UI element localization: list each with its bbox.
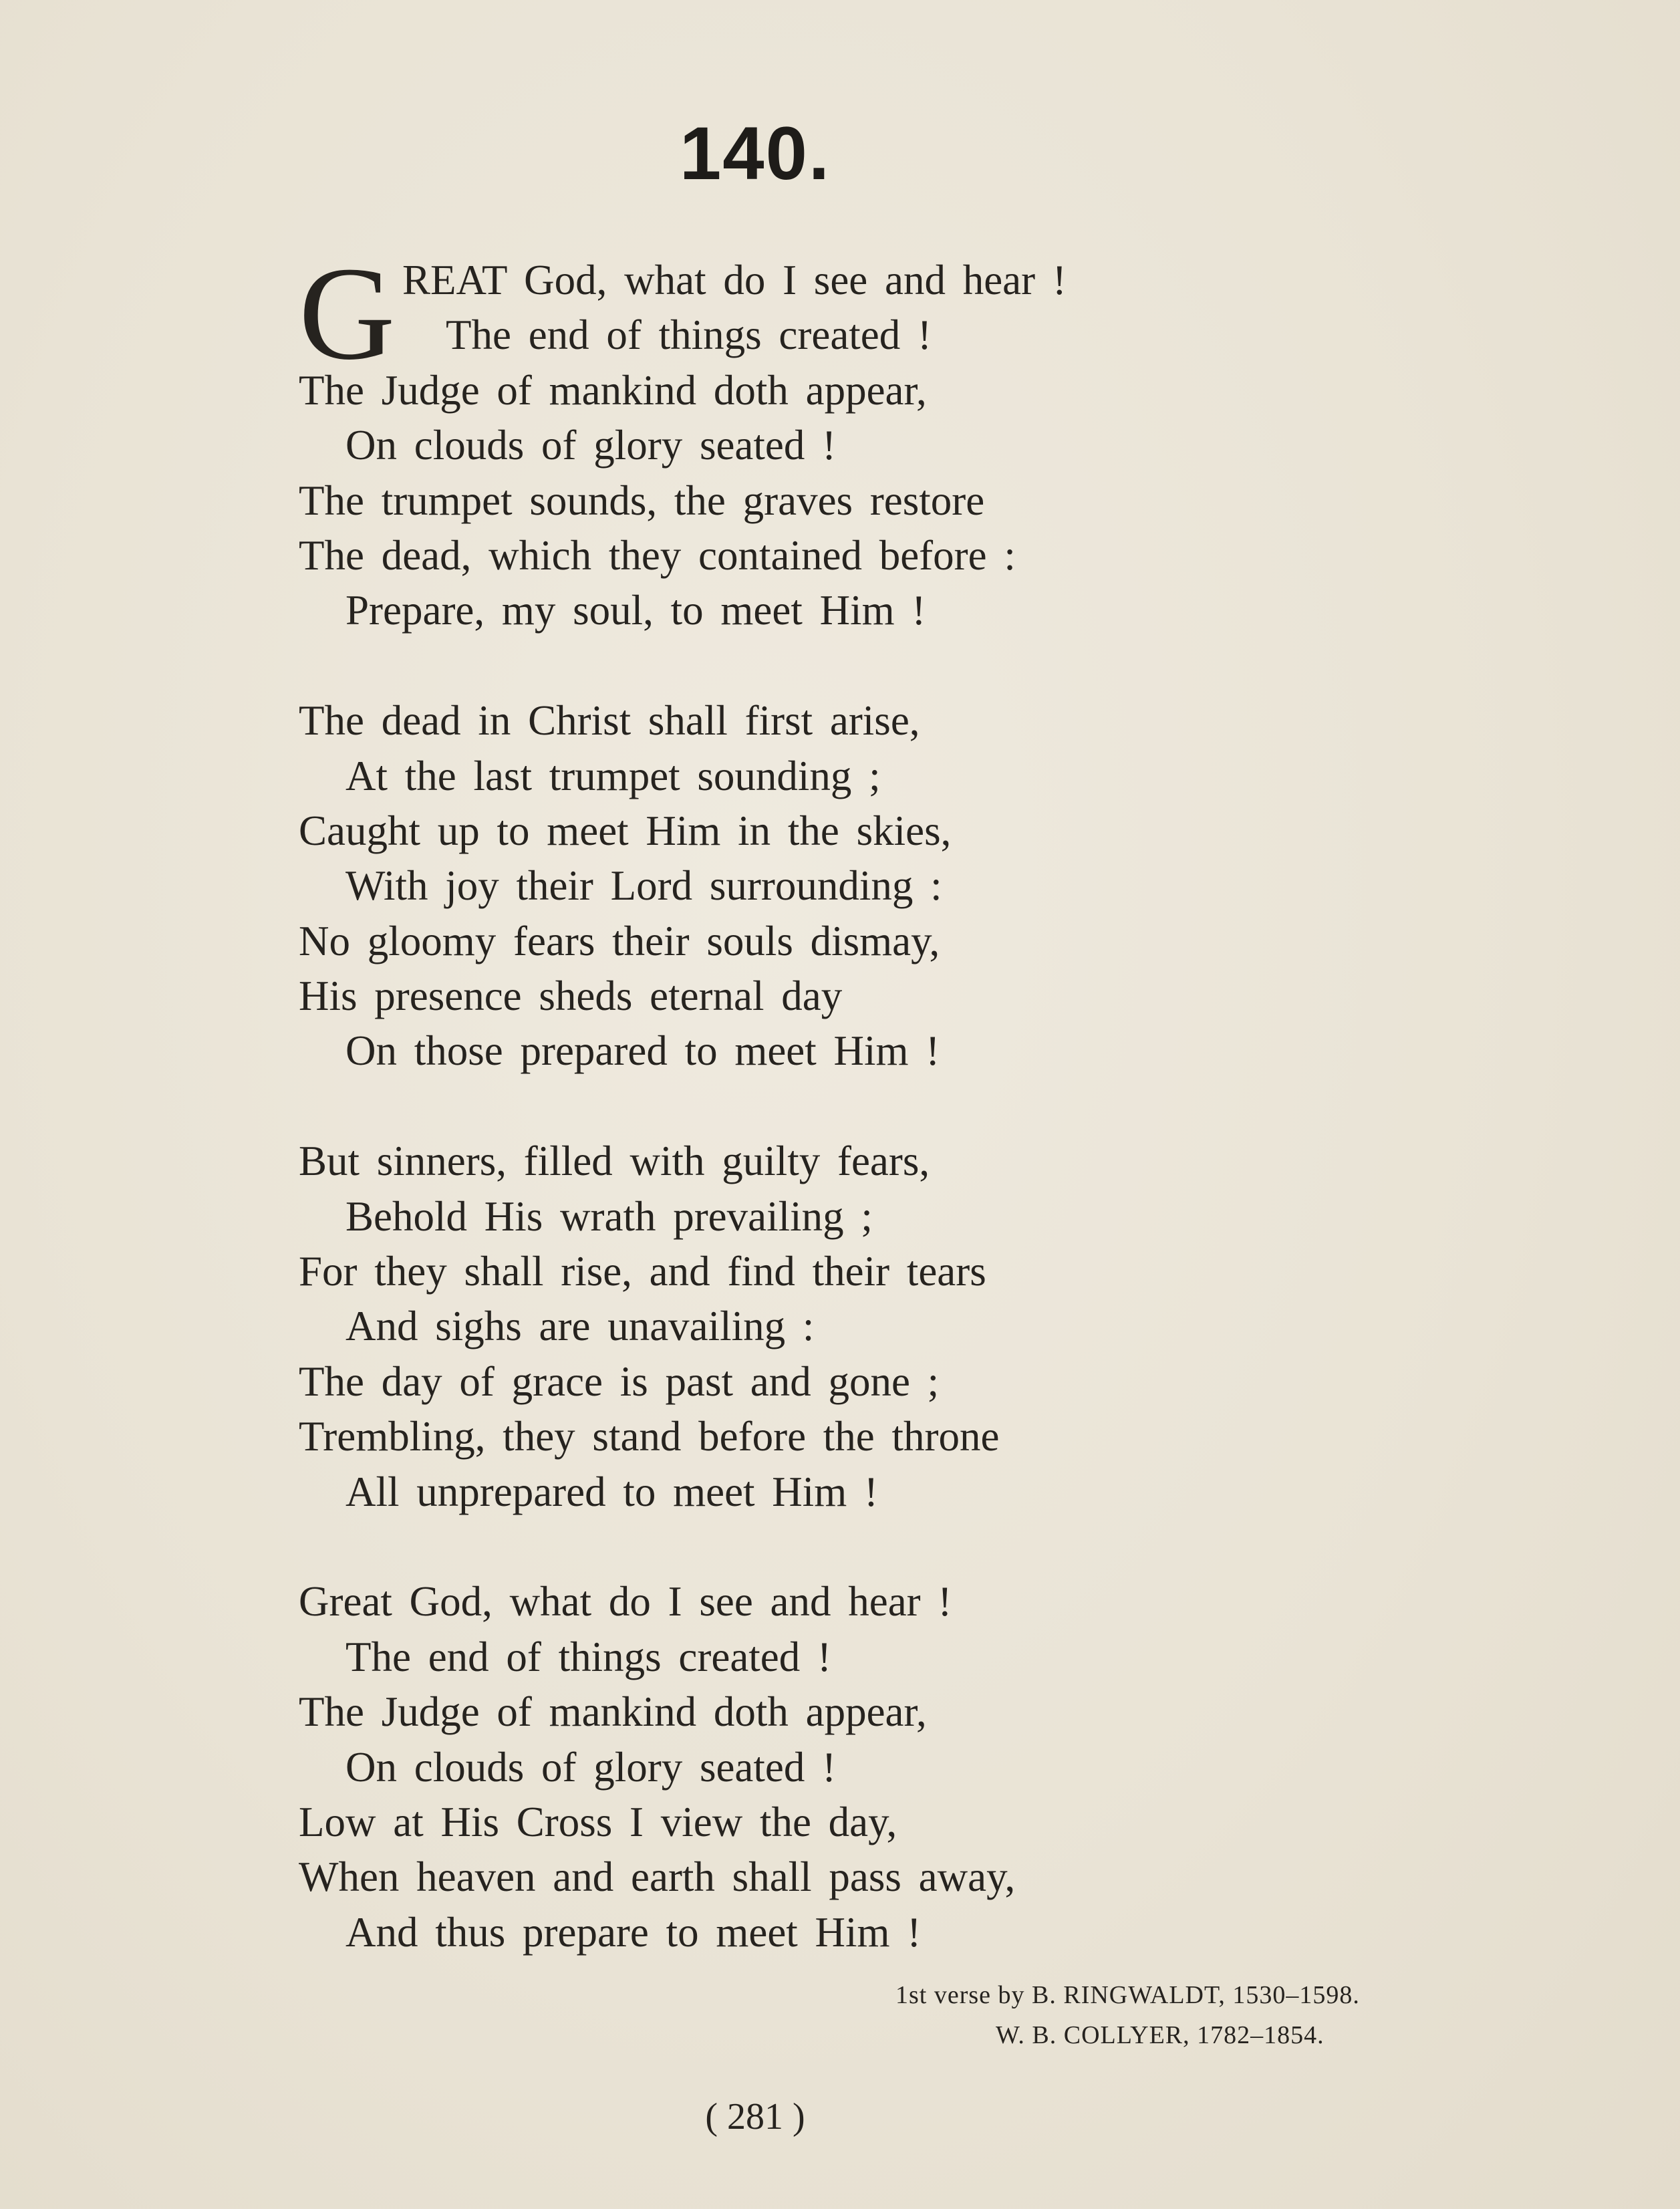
verse-line: The end of things created !: [446, 311, 932, 359]
verse-line: Low at His Cross I view the day,: [299, 1798, 897, 1845]
verse-line: Great God, what do I see and hear !: [299, 1578, 952, 1626]
verse-line: For they shall rise, and find their tears: [299, 1248, 986, 1295]
attribution-line-2: W. B. COLLYER, 1782–1854.: [996, 2021, 1324, 2049]
verse-line: The dead in Christ shall first arise,: [299, 697, 920, 745]
drop-cap: G: [299, 240, 396, 388]
verse-line: The dead, which they contained before :: [299, 531, 1016, 579]
verse-line: Behold His wrath prevailing ;: [345, 1192, 873, 1240]
stanza-gap: [299, 638, 1502, 693]
verse-line: Trembling, they stand before the throne: [299, 1413, 1000, 1460]
stanza-1: [299, 240, 1502, 638]
hymn-number: 140.: [680, 112, 831, 195]
verse-line: The Judge of mankind doth appear,: [299, 366, 927, 414]
verse-line: The trumpet sounds, the graves restore: [299, 477, 985, 524]
verse-line: And sighs are unavailing :: [345, 1303, 815, 1350]
verse-line: The end of things created !: [345, 1633, 831, 1680]
attribution: [895, 1975, 1430, 2055]
stanza-gap: [299, 1079, 1502, 1134]
verse-line: At the last trumpet sounding ;: [345, 752, 881, 799]
verse-line: On clouds of glory seated !: [345, 1743, 837, 1791]
verse-line: REAT God, what do I see and hear !: [402, 257, 1067, 303]
stanza-3: [299, 1134, 1502, 1519]
verse-line: When heaven and earth shall pass away,: [299, 1853, 1016, 1901]
page-number: ( 281 ): [705, 2096, 805, 2137]
hymn-text: [299, 240, 1502, 1960]
verse-line: The day of grace is past and gone ;: [299, 1357, 940, 1405]
attribution-line-1: 1st verse by B. RINGWALDT, 1530–1598.: [895, 1981, 1360, 2009]
stanza-2: [299, 693, 1502, 1079]
verse-line: His presence sheds eternal day: [299, 972, 843, 1020]
verse-line: Caught up to meet Him in the skies,: [299, 807, 952, 854]
verse-line: But sinners, filled with guilty fears,: [299, 1138, 930, 1185]
verse-line: No gloomy fears their souls dismay,: [299, 917, 940, 964]
verse-line: On clouds of glory seated !: [345, 422, 837, 469]
verse-line: With joy their Lord surrounding :: [345, 862, 942, 910]
verse-line: On those prepared to meet Him !: [345, 1027, 940, 1075]
stanza-gap: [299, 1519, 1502, 1574]
verse-line: Prepare, my soul, to meet Him !: [345, 587, 926, 634]
verse-line: And thus prepare to meet Him !: [345, 1908, 922, 1956]
stanza-4: [299, 1574, 1502, 1960]
verse-line: All unprepared to meet Him !: [345, 1468, 879, 1515]
verse-line: The Judge of mankind doth appear,: [299, 1688, 927, 1736]
